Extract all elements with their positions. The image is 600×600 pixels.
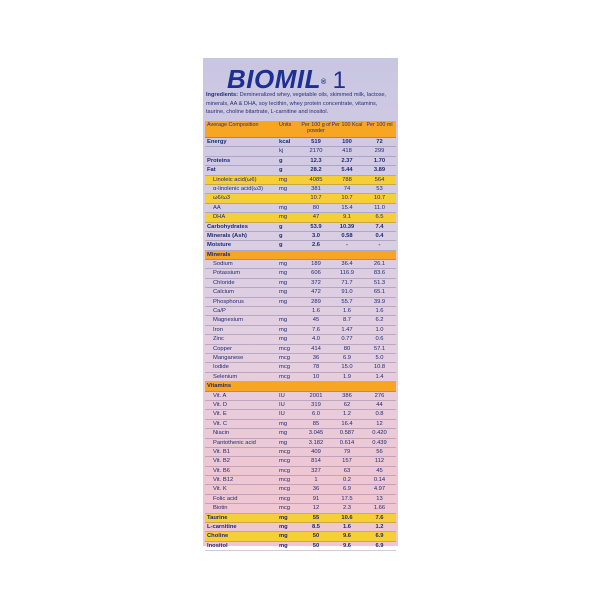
value-per-100ml: 1.2 — [375, 524, 384, 531]
value-per-100g: 3.0 — [311, 232, 321, 239]
value-per-100kcal: 80 — [343, 345, 351, 352]
value-per-100ml: 65.1 — [373, 289, 386, 296]
nutrient-unit: mg — [279, 542, 288, 549]
value-per-100kcal: 9.1 — [342, 214, 352, 221]
header-composition: Average Composition — [207, 122, 259, 128]
nutrient-unit: mcg — [279, 354, 290, 361]
nutrient-name: Inositol — [207, 542, 228, 549]
value-per-100g: 53.9 — [310, 223, 322, 230]
value-per-100g: 3.045 — [308, 430, 324, 437]
value-per-100ml: 0.4 — [375, 232, 384, 239]
value-per-100g: 91 — [312, 495, 320, 502]
value-per-100kcal: 1.9 — [342, 373, 352, 380]
header-units: Units — [279, 122, 292, 128]
value-per-100g: 3.182 — [308, 439, 324, 446]
value-per-100g: 12.3 — [310, 157, 322, 164]
value-per-100kcal: 1.6 — [342, 524, 352, 531]
nutrient-unit: g — [279, 242, 283, 249]
table-row — [205, 147, 396, 156]
nutrient-name: Vit. E — [213, 411, 227, 418]
table-row — [205, 354, 396, 363]
nutrient-name: Energy — [207, 139, 227, 145]
value-per-100kcal: 10.7 — [341, 195, 353, 202]
value-per-100kcal: 5.44 — [341, 167, 353, 174]
nutrient-unit: mg — [279, 289, 288, 296]
table-row — [205, 514, 396, 523]
table-row — [205, 335, 396, 344]
table-row — [205, 269, 396, 278]
value-per-100ml: 10.8 — [373, 364, 386, 371]
nutrient-name: Moisture — [207, 242, 232, 249]
value-per-100kcal: 63 — [343, 467, 351, 474]
nutrient-name: Ca/P — [213, 308, 226, 315]
nutrient-name: AA — [213, 204, 221, 211]
nutrient-unit: mcg — [279, 505, 290, 512]
value-per-100kcal: 6.9 — [342, 486, 352, 493]
nutrient-unit: mcg — [279, 458, 290, 465]
value-per-100ml: 6.2 — [375, 317, 384, 324]
value-per-100kcal: 17.5 — [341, 495, 353, 502]
value-per-100kcal: 15.4 — [341, 204, 353, 211]
value-per-100g: 4085 — [309, 176, 323, 183]
table-row — [205, 457, 396, 466]
nutrient-name: Taurine — [207, 514, 228, 521]
nutrient-name: Minerals — [207, 251, 231, 258]
value-per-100ml: 51.3 — [373, 279, 386, 286]
nutrient-unit: IU — [279, 411, 285, 418]
value-per-100ml: 1.66 — [373, 505, 386, 512]
value-per-100g: 519 — [311, 139, 321, 145]
value-per-100g: 55 — [312, 514, 320, 521]
value-per-100ml: 1.70 — [373, 157, 386, 164]
value-per-100ml: 1.0 — [375, 326, 384, 333]
value-per-100g: 381 — [311, 185, 321, 192]
value-per-100g: 1 — [314, 477, 318, 484]
value-per-100ml: 26.1 — [373, 261, 386, 268]
nutrient-unit: mcg — [279, 477, 290, 484]
table-row — [205, 279, 396, 288]
ingredients-list: Demineralized whey, vegetable oils, skimmed milk, lactose, minerals, AA & DHA, soy lecithin, whey protein concentrate, vitamins, taurine, choline bitartrate, L-carnitine and inositol. — [206, 92, 387, 116]
table-row — [205, 420, 396, 429]
section-header — [205, 382, 396, 391]
nutrient-name: Vit. C — [213, 420, 228, 427]
value-per-100ml: 11.0 — [374, 204, 385, 211]
nutrient-name: Calcium — [213, 289, 234, 296]
value-per-100kcal: 116.9 — [339, 270, 355, 277]
nutrient-unit: g — [279, 232, 283, 239]
value-per-100g: 372 — [311, 279, 321, 286]
nutrient-name: Minerals (Ash) — [207, 232, 247, 239]
nutrient-name: Fat — [207, 167, 216, 174]
value-per-100kcal: - — [346, 242, 348, 249]
value-per-100kcal: 0.58 — [341, 232, 353, 239]
value-per-100g: 409 — [311, 448, 321, 455]
table-row — [205, 326, 396, 335]
nutrient-name: Pantothenic acid — [213, 439, 256, 446]
value-per-100g: 2170 — [309, 148, 323, 155]
nutrient-name: Vit. B12 — [213, 477, 234, 484]
value-per-100g: 7.6 — [311, 326, 321, 333]
table-row — [205, 260, 396, 269]
value-per-100kcal: 79 — [343, 448, 351, 455]
nutrient-unit: mg — [279, 533, 288, 540]
value-per-100kcal: 10.39 — [339, 223, 355, 230]
nutrient-unit: mcg — [279, 448, 290, 455]
nutrient-name: Copper — [213, 345, 233, 352]
value-per-100g: 50 — [312, 533, 320, 540]
value-per-100ml: 6.9 — [375, 533, 384, 540]
value-per-100g: 10.7 — [310, 195, 322, 202]
table-row — [205, 401, 396, 410]
value-per-100ml: 44 — [376, 401, 383, 408]
nutrient-name: Manganese — [213, 354, 244, 361]
value-per-100kcal: 1.2 — [342, 411, 352, 418]
header-per-100ml: Per 100 ml — [366, 122, 393, 128]
nutrient-name: Zinc — [213, 336, 224, 343]
nutrient-unit: g — [279, 223, 283, 230]
nutrient-unit: mg — [279, 185, 288, 192]
value-per-100g: 50 — [312, 542, 320, 549]
table-row — [205, 166, 396, 175]
value-per-100kcal: 15.0 — [341, 364, 353, 371]
value-per-100ml: 1.6 — [375, 308, 384, 315]
value-per-100kcal: 0.77 — [341, 336, 353, 343]
nutrient-name: Magnesium — [213, 317, 243, 324]
nutrient-name: Phosphorus — [213, 298, 244, 305]
nutrient-unit: mg — [279, 214, 288, 221]
value-per-100kcal: 0.587 — [339, 430, 355, 437]
table-row — [205, 213, 396, 222]
nutrient-unit: kj — [279, 148, 284, 155]
brand-name: BIOMIL — [227, 64, 321, 94]
value-per-100g: 85 — [312, 420, 320, 427]
nutrient-unit: mcg — [279, 495, 290, 502]
value-per-100kcal: 6.9 — [342, 354, 352, 361]
value-per-100g: 289 — [311, 298, 321, 305]
table-row — [205, 410, 396, 419]
registered-mark: ® — [321, 79, 327, 86]
table-row — [205, 467, 396, 476]
table-row — [205, 495, 396, 504]
nutrient-unit: mg — [279, 430, 288, 437]
value-per-100kcal: 9.6 — [342, 542, 352, 549]
nutrient-name: Vit. D — [213, 401, 228, 408]
table-row — [205, 429, 396, 438]
value-per-100kcal: 418 — [342, 148, 352, 155]
nutrient-name: Sodium — [213, 261, 233, 268]
value-per-100g: 319 — [311, 401, 321, 408]
nutrient-name: L-carnitine — [207, 524, 237, 531]
value-per-100kcal: 91.0 — [341, 289, 353, 296]
value-per-100kcal: 55.7 — [341, 298, 353, 305]
nutrient-name: Vit. B6 — [213, 467, 230, 474]
table-header — [205, 121, 396, 138]
value-per-100kcal: 9.6 — [342, 533, 352, 540]
nutrient-unit: mg — [279, 317, 288, 324]
value-per-100kcal: 386 — [342, 392, 352, 399]
value-per-100g: 6.0 — [311, 411, 321, 418]
nutrient-unit: mg — [279, 298, 288, 305]
nutrient-name: Vit. B2 — [213, 458, 230, 465]
value-per-100g: 2.6 — [311, 242, 321, 249]
value-per-100kcal: 10.6 — [341, 514, 353, 521]
table-row — [205, 138, 396, 147]
value-per-100g: 78 — [312, 364, 320, 371]
value-per-100ml: 299 — [374, 148, 385, 155]
nutrient-name: Iodide — [213, 364, 229, 371]
nutrient-unit: mcg — [279, 373, 290, 380]
value-per-100ml: 56 — [376, 448, 383, 455]
nutrient-name: Vit. K — [213, 486, 227, 493]
value-per-100g: 189 — [311, 261, 321, 268]
value-per-100kcal: 8.7 — [342, 317, 352, 324]
nutrient-name: Folic acid — [213, 495, 238, 502]
table-row — [205, 307, 396, 316]
nutrition-panel — [203, 58, 398, 549]
value-per-100ml: 276 — [374, 392, 385, 399]
value-per-100ml: - — [378, 242, 381, 249]
value-per-100ml: 39.9 — [373, 298, 386, 305]
table-row — [205, 185, 396, 194]
table-row — [205, 176, 396, 185]
table-row — [205, 363, 396, 372]
nutrient-name: DHA — [213, 214, 226, 221]
nutrient-name: Vit. B1 — [213, 448, 230, 455]
nutrient-unit: mg — [279, 279, 288, 286]
table-row — [205, 504, 396, 513]
nutrient-unit: IU — [279, 401, 285, 408]
value-per-100kcal: 2.37 — [341, 157, 353, 164]
nutrient-unit: kcal — [279, 139, 291, 145]
table-row — [205, 392, 396, 401]
ingredients-text — [206, 91, 396, 117]
value-per-100g: 45 — [312, 317, 320, 324]
value-per-100g: 8.5 — [311, 524, 321, 531]
nutrient-name: Selenium — [213, 373, 238, 380]
nutrient-unit: mg — [279, 261, 288, 268]
nutrient-name: α-linolenic acid(ω3) — [213, 185, 264, 192]
value-per-100ml: 6.5 — [375, 214, 384, 221]
nutrient-name: ω6/ω3 — [213, 195, 231, 202]
table-row — [205, 223, 396, 232]
nutrient-unit: mg — [279, 514, 288, 521]
value-per-100ml: 53 — [376, 185, 383, 192]
value-per-100ml: 45 — [376, 467, 383, 474]
nutrient-name: Niacin — [213, 430, 230, 437]
nutrient-unit: mg — [279, 176, 288, 183]
nutrient-unit: IU — [279, 392, 285, 399]
value-per-100ml: 0.14 — [373, 477, 386, 484]
ingredients-label: Ingredients: — [206, 92, 239, 98]
value-per-100kcal: 1.47 — [341, 326, 353, 333]
nutrient-name: Vitamins — [207, 383, 232, 390]
table-row — [205, 542, 396, 551]
value-per-100ml: 57.1 — [373, 345, 386, 352]
nutrient-unit: mg — [279, 524, 288, 531]
table-row — [205, 232, 396, 241]
value-per-100ml: 7.4 — [375, 223, 384, 230]
nutrient-name: Vit. A — [213, 392, 227, 399]
nutrient-name: Chloride — [213, 279, 235, 286]
value-per-100ml: 83.6 — [373, 270, 386, 277]
table-row — [205, 476, 396, 485]
value-per-100g: 47 — [312, 214, 320, 221]
value-per-100g: 36 — [312, 354, 320, 361]
table-row — [205, 439, 396, 448]
value-per-100ml: 12 — [376, 420, 383, 427]
value-per-100ml: 5.0 — [375, 354, 384, 361]
table-row — [205, 345, 396, 354]
nutrient-name: Biotin — [213, 505, 228, 512]
table-row — [205, 316, 396, 325]
value-per-100kcal: 36.4 — [341, 261, 353, 268]
table-row — [205, 373, 396, 382]
value-per-100g: 28.2 — [310, 167, 322, 174]
nutrient-unit: mcg — [279, 467, 290, 474]
value-per-100ml: 0.8 — [375, 411, 384, 418]
value-per-100ml: 10.7 — [373, 195, 386, 202]
table-row — [205, 204, 396, 213]
table-row — [205, 485, 396, 494]
nutrient-name: Choline — [207, 533, 229, 540]
value-per-100kcal: 100 — [342, 139, 352, 145]
value-per-100g: 12 — [312, 505, 320, 512]
value-per-100ml: 1.4 — [375, 373, 384, 380]
nutrient-unit: mg — [279, 270, 288, 277]
nutrient-name: Linoleic acid(ω6) — [213, 176, 257, 183]
value-per-100g: 80 — [312, 204, 320, 211]
nutrient-name: Potassium — [213, 270, 241, 277]
header-per-100kcal: Per 100 Kcal — [331, 122, 363, 128]
nutrient-name: Carbohydrates — [207, 223, 248, 230]
value-per-100ml: 13 — [376, 495, 383, 502]
value-per-100g: 606 — [311, 270, 321, 277]
value-per-100g: 814 — [311, 458, 321, 465]
table-row — [205, 288, 396, 297]
value-per-100g: 2001 — [309, 392, 323, 399]
table-row — [205, 448, 396, 457]
header-per-100g: Per 100 g of powder — [301, 122, 331, 135]
brand-stage: 1 — [332, 67, 347, 94]
value-per-100kcal: 788 — [342, 176, 352, 183]
value-per-100kcal: 71.7 — [341, 279, 353, 286]
value-per-100kcal: 2.3 — [342, 505, 352, 512]
table-row — [205, 532, 396, 541]
nutrient-name: Iron — [213, 326, 223, 333]
table-row — [205, 241, 396, 250]
section-header — [205, 251, 396, 260]
value-per-100kcal: 0.614 — [339, 439, 355, 446]
nutrient-unit: mcg — [279, 486, 290, 493]
value-per-100g: 4.0 — [311, 336, 321, 343]
nutrient-name: Proteins — [207, 157, 231, 164]
value-per-100ml: 0.420 — [372, 430, 387, 437]
nutrient-unit: mg — [279, 439, 288, 446]
value-per-100g: 10 — [312, 373, 320, 380]
nutrient-unit: mg — [279, 420, 288, 427]
value-per-100kcal: 16.4 — [341, 420, 353, 427]
value-per-100kcal: 1.6 — [342, 308, 352, 315]
value-per-100g: 472 — [311, 289, 321, 296]
nutrient-unit: g — [279, 167, 283, 174]
value-per-100ml: 0.439 — [372, 439, 387, 446]
value-per-100ml: 0.6 — [375, 336, 384, 343]
value-per-100g: 414 — [311, 345, 321, 352]
value-per-100kcal: 157 — [342, 458, 352, 465]
value-per-100kcal: 0.2 — [342, 477, 352, 484]
value-per-100ml: 4.97 — [373, 486, 386, 493]
nutrient-unit: mg — [279, 336, 288, 343]
value-per-100g: 36 — [312, 486, 320, 493]
value-per-100g: 1.6 — [311, 308, 321, 315]
table-row — [205, 298, 396, 307]
table-row — [205, 194, 396, 203]
nutrient-unit: mg — [279, 326, 288, 333]
value-per-100ml: 7.6 — [375, 514, 384, 521]
value-per-100ml: 564 — [374, 176, 385, 183]
value-per-100ml: 3.89 — [373, 167, 386, 174]
value-per-100ml: 112 — [374, 458, 385, 465]
value-per-100kcal: 62 — [343, 401, 351, 408]
value-per-100ml: 72 — [376, 139, 383, 145]
nutrient-unit: mg — [279, 204, 288, 211]
nutrient-unit: mcg — [279, 364, 290, 371]
table-row — [205, 523, 396, 532]
table-row — [205, 157, 396, 166]
nutrient-unit: g — [279, 157, 283, 164]
value-per-100g: 327 — [311, 467, 321, 474]
value-per-100ml: 6.9 — [375, 542, 384, 549]
composition-table — [205, 121, 396, 551]
value-per-100kcal: 74 — [343, 185, 351, 192]
nutrient-unit: mcg — [279, 345, 290, 352]
